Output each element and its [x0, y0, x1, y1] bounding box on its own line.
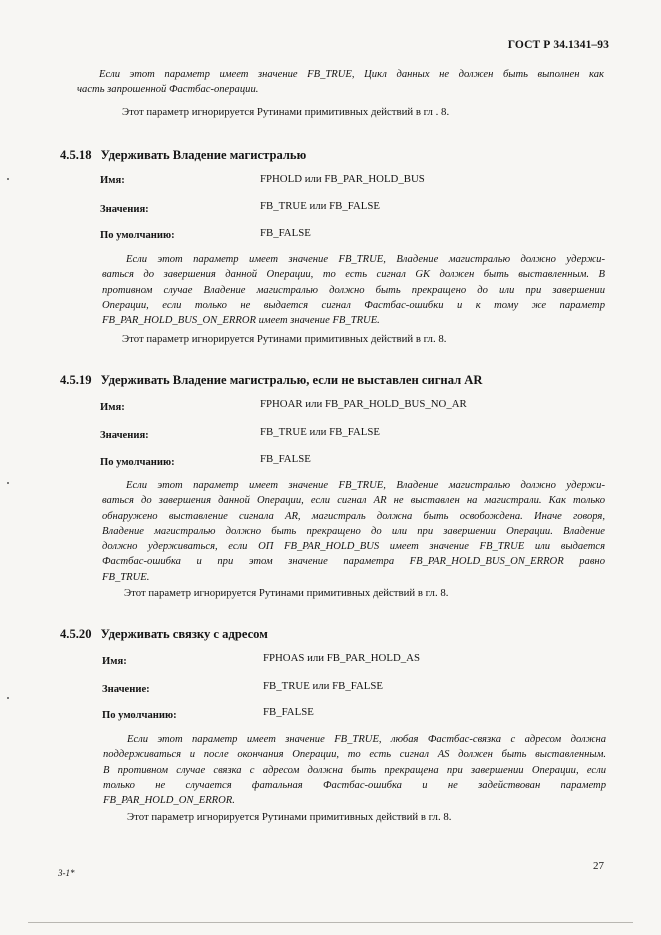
section-note: Этот параметр игнорируется Рутинами примитивных действий в гл. 8.: [124, 587, 449, 599]
field-value-value: FB_TRUE или FB_FALSE: [263, 680, 383, 692]
paragraph-line: Если этот параметр имеет значение FB_TRUE, Цикл данных не должен быть выполнен как: [99, 69, 604, 80]
page-number: 27: [593, 860, 604, 872]
field-value-default: FB_FALSE: [260, 227, 311, 239]
paragraph-line: ваться до завершения данной Операции, то есть сигнал GK должен быть выставленным. В: [102, 269, 605, 281]
paragraph-line: только не случается фатальная Фастбас-ошибка и не задействован параметр: [103, 779, 606, 791]
scan-speck: [7, 697, 9, 699]
field-label-values: Значения:: [100, 204, 149, 215]
section-heading-4-5-18: [60, 148, 306, 163]
section-title: Удерживать Владение магистралью: [100, 148, 307, 162]
section-title: Удерживать Владение магистралью, если не выставлен сигнал AR: [100, 373, 483, 387]
section-number: 4.5.20: [60, 627, 92, 641]
field-value-name: FPHOLD или FB_PAR_HOLD_BUS: [260, 173, 425, 185]
paragraph-line: В противном случае связка с адресом должна быть прекращена при завершении Операции, если: [103, 764, 606, 776]
scan-speck: [7, 178, 9, 180]
paragraph-line: Если этот параметр имеет значение FB_TRUE, Владение магистралью должно удержи-: [126, 480, 605, 491]
paragraph-line: FB_PAR_HOLD_BUS_ON_ERROR имеет значение FB_TRUE.: [102, 315, 380, 327]
paragraph-line: противном случае Владение магистралью должно быть прекращено до или при завершении: [102, 284, 605, 296]
intro-paragraph: [77, 67, 604, 98]
section-note: Этот параметр игнорируется Рутинами примитивных действий в гл. 8.: [127, 811, 452, 823]
section-heading-4-5-19: [60, 373, 483, 388]
field-value-name: FPHOAS или FB_PAR_HOLD_AS: [263, 652, 420, 664]
field-label-default: По умолчанию:: [102, 710, 177, 721]
field-label-name: Имя:: [102, 656, 127, 667]
printer-signature: 3-1*: [58, 868, 75, 878]
intro-note: Этот параметр игнорируется Рутинами примитивных действий в гл . 8.: [122, 106, 450, 118]
paragraph-line: часть запрошенной Фастбас-операции.: [77, 84, 259, 96]
bottom-edge-line: [28, 922, 633, 923]
paragraph-line: FB_PAR_HOLD_ON_ERROR.: [103, 795, 235, 807]
field-value-values: FB_TRUE или FB_FALSE: [260, 426, 380, 438]
paragraph-line: обнаружено выставление сигнала AR, магистраль должна быть освобождена. Иначе говоря,: [102, 510, 605, 522]
section-title: Удерживать связку с адресом: [100, 627, 268, 641]
section-paragraph-4-5-19: [102, 478, 605, 585]
paragraph-line: должно удерживаться, если ОП FB_PAR_HOLD_BUS имеет значение FB_TRUE или выдается: [102, 541, 605, 553]
field-label-name: Имя:: [100, 402, 125, 413]
paragraph-line: Если этот параметр имеет значение FB_TRUE, Владение магистралью должно удержи-: [126, 254, 605, 265]
paragraph-line: Фастбас-ошибка и при этом значение параметра FB_PAR_HOLD_BUS_ON_ERROR равно: [102, 556, 605, 568]
field-label-name: Имя:: [100, 175, 125, 186]
section-note: Этот параметр игнорируется Рутинами примитивных действий в гл. 8.: [122, 333, 447, 345]
field-label-default: По умолчанию:: [100, 457, 175, 468]
section-paragraph-4-5-18: [102, 252, 605, 328]
paragraph-line: Владение магистралью должно быть прекращено до или при завершении Операции. Владение: [102, 525, 605, 537]
paragraph-line: Операции, если только не выдается сигнал Фастбас-ошибки и к тому же параметр: [102, 299, 605, 311]
field-value-values: FB_TRUE или FB_FALSE: [260, 200, 380, 212]
field-value-default: FB_FALSE: [260, 453, 311, 465]
section-heading-4-5-20: [60, 627, 268, 642]
standard-header: ГОСТ Р 34.1341–93: [507, 39, 609, 51]
field-value-default: FB_FALSE: [263, 706, 314, 718]
paragraph-line: FB_TRUE.: [102, 571, 150, 583]
section-number: 4.5.18: [60, 148, 92, 162]
paragraph-line: Если этот параметр имеет значение FB_TRUE, любая Фастбас-связка с адресом должна: [127, 734, 606, 745]
scan-speck: [7, 482, 9, 484]
field-label-values: Значения:: [100, 430, 149, 441]
paragraph-line: ваться до завершения данной Операции, если сигнал AR не выставлен на магистрали. Как только: [102, 495, 605, 507]
field-label-value: Значение:: [102, 684, 150, 695]
section-number: 4.5.19: [60, 373, 92, 387]
paragraph-line: поддерживаться и после окончания Операции, то есть сигнал AS должен быть выставленным.: [103, 749, 606, 761]
field-label-default: По умолчанию:: [100, 230, 175, 241]
field-value-name: FPHOAR или FB_PAR_HOLD_BUS_NO_AR: [260, 398, 467, 410]
section-paragraph-4-5-20: [103, 732, 606, 808]
